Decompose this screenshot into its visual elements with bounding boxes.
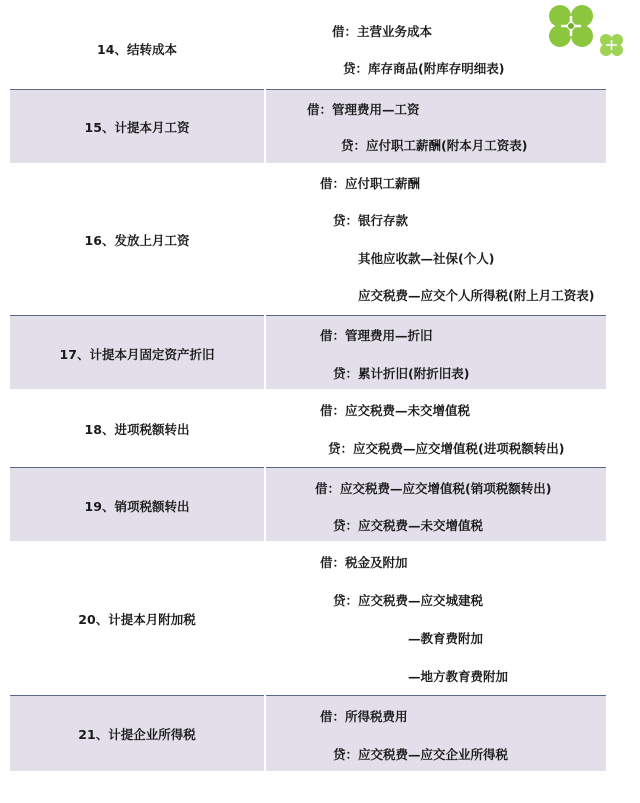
- debit-line: 借：主营业务成本: [332, 24, 433, 39]
- row-divider: [10, 315, 606, 316]
- debit-line: 借：所得税费用: [320, 709, 408, 724]
- row-divider: [10, 467, 606, 468]
- credit-line: 贷：应付职工薪酬(附本月工资表): [341, 138, 528, 153]
- entry-title: 21、计提企业所得税: [78, 727, 196, 742]
- entry-row-19: [10, 466, 606, 542]
- large-clover-icon: [549, 5, 593, 47]
- entry-row-17: [10, 314, 606, 390]
- entry-title: 16、发放上月工资: [84, 233, 190, 248]
- credit-line: 贷：库存商品(附库存明细表): [343, 61, 505, 76]
- entry-title: 19、销项税额转出: [84, 499, 190, 514]
- entry-row-15: [10, 88, 606, 164]
- debit-line: 借：应交税费—未交增值税: [320, 403, 471, 418]
- row-divider: [10, 89, 606, 90]
- small-clover-icon: [600, 34, 623, 56]
- credit-line: 贷：应交税费—未交增值税: [333, 518, 484, 533]
- entry-row-16: [10, 164, 606, 314]
- entry-title: 20、计提本月附加税: [78, 612, 196, 627]
- credit-line: 贷：应交税费—应交城建税: [333, 593, 484, 608]
- entry-title: 15、计提本月工资: [84, 120, 190, 135]
- entry-title: 14、结转成本: [97, 42, 177, 57]
- credit-line: —教育费附加: [408, 631, 484, 646]
- credit-line: 贷：累计折旧(附折旧表): [333, 366, 470, 381]
- credit-line: —地方教育费附加: [408, 669, 509, 684]
- debit-line: 借：应交税费—应交增值税(销项税额转出): [315, 481, 552, 496]
- clover-logo: [542, 0, 638, 60]
- entry-title: 18、进项税额转出: [84, 422, 190, 437]
- entry-row-14: [10, 10, 606, 88]
- entry-title: 17、计提本月固定资产折旧: [59, 347, 215, 362]
- entry-row-21: [10, 694, 606, 772]
- entry-row-20: [10, 542, 606, 694]
- credit-line: 应交税费—应交个人所得税(附上月工资表): [358, 288, 595, 303]
- debit-line: 借：管理费用—工资: [307, 102, 420, 117]
- row-divider: [10, 695, 606, 696]
- credit-line: 其他应收款—社保(个人): [358, 251, 495, 266]
- credit-line: 贷：应交税费—应交增值税(进项税额转出): [328, 441, 565, 456]
- debit-line: 借：税金及附加: [320, 555, 408, 570]
- credit-line: 贷：银行存款: [333, 213, 409, 228]
- debit-line: 借：应付职工薪酬: [320, 176, 421, 191]
- entry-row-18: [10, 390, 606, 466]
- credit-line: 贷：应交税费—应交企业所得税: [333, 747, 509, 762]
- debit-line: 借：管理费用—折旧: [320, 328, 433, 343]
